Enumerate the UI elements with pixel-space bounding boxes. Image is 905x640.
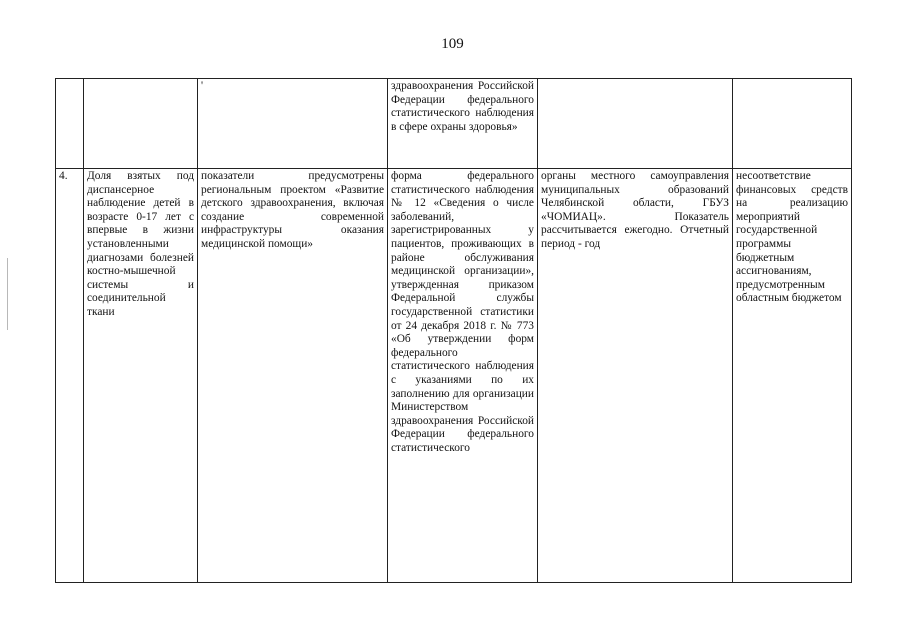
indicator-basis: показатели предусмотрены региональным проектом «Развитие детского здравоохранения, включая создание современной инфраструктуры оказания медицинской помощи»: [198, 169, 388, 583]
row-number: 4.: [56, 169, 84, 583]
cell-indicator: [84, 79, 198, 169]
cell-risks: [733, 79, 852, 169]
margin-mark: [7, 258, 8, 330]
indicators-table: [55, 78, 852, 583]
cell-source: здравоохранения Российской Федерации федерального статистического наблюдения в сфере охраны здоровья»: [388, 79, 538, 169]
cell-number: [56, 79, 84, 169]
cell-basis: ': [198, 79, 388, 169]
page-number: 109: [441, 36, 464, 52]
cell-responsible: [538, 79, 733, 169]
table-row: [56, 169, 852, 583]
indicator-name: Доля взятых под диспансерное наблюдение детей в возрасте 0-17 лет с впервые в жизни установленными диагнозами болезней костно-мышечной системы и соединительной ткани: [84, 169, 198, 583]
data-source: форма федерального статистического наблюдения № 12 «Сведения о числе заболеваний, зарегистрированных у пациентов, проживающих в районе обслуживания медицинской организации», утвержденная приказом Федеральной службы государственной статистики от 24 декабря 2018 г. № 773 «Об утверждении форм федерального статистического наблюдения с указаниями по их заполнению для организации Министерством здравоохранения Российской Федерации федерального статистического: [388, 169, 538, 583]
responsible-bodies: органы местного самоуправления муниципальных образований Челябинской области, ГБУЗ «ЧОМИАЦ». Показатель рассчитывается ежегодно. Отчетный период - год: [538, 169, 733, 583]
table-row-continuation: [56, 79, 852, 169]
risks: несоответствие финансовых средств на реализацию мероприятий государственной программы бюджетным ассигнованиям, предусмотренным областным бюджетом: [733, 169, 852, 583]
